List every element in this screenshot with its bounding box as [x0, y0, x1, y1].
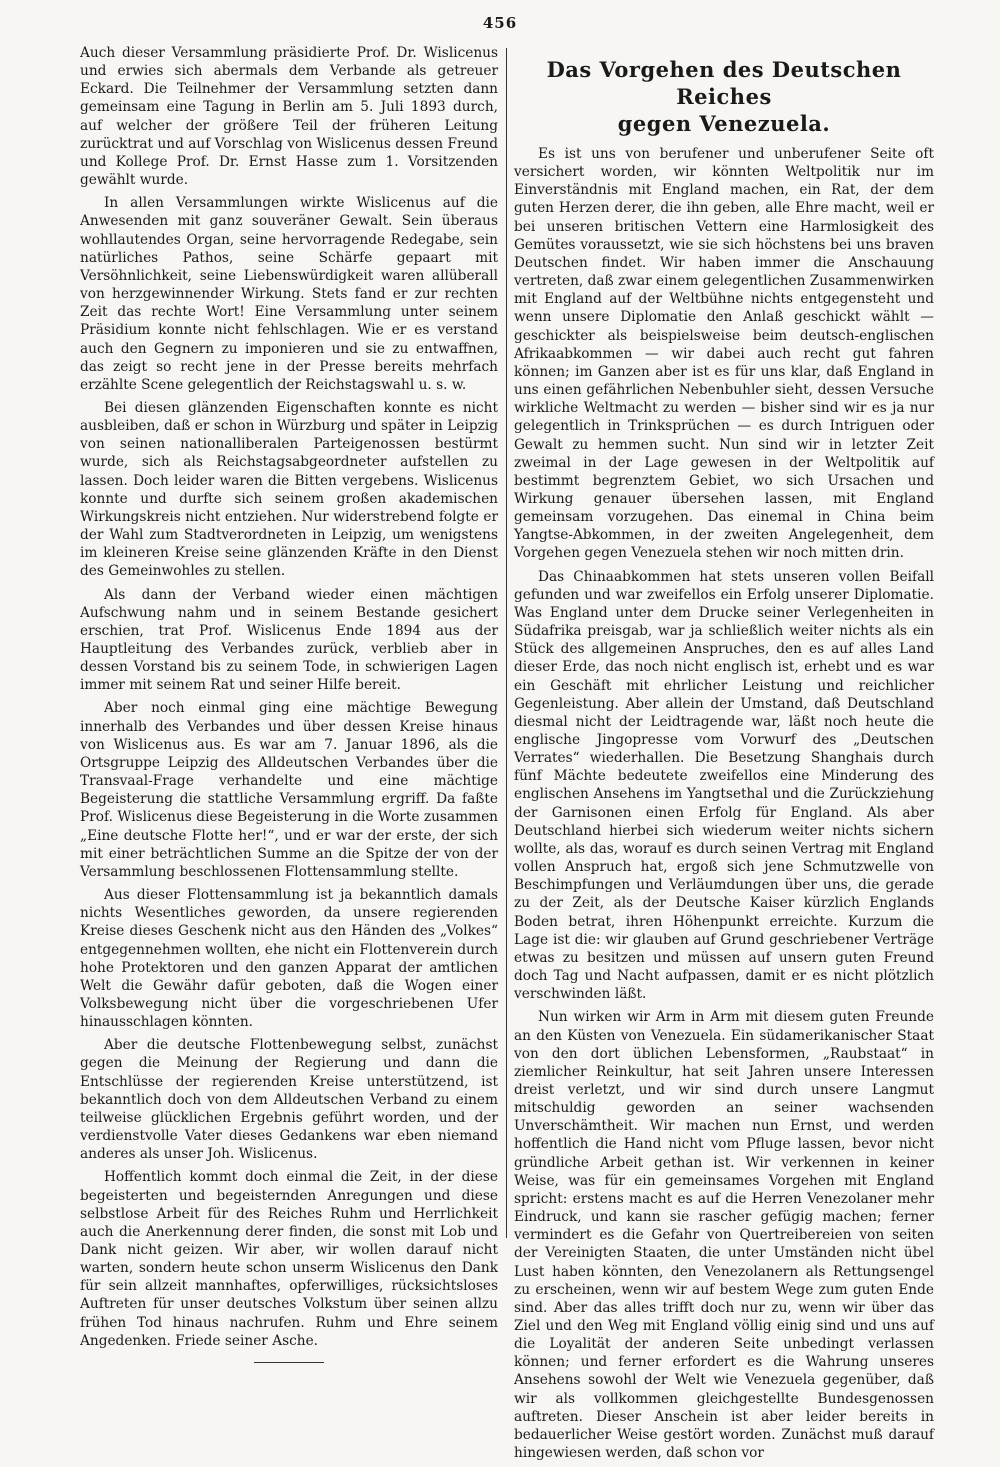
paragraph: Auch dieser Versammlung präsidierte Prof. Dr. Wislicenus und erwies sich abermals dem Verbande als getreuer Eckard. Die Teilnehmer der Versammlung setzten dann gemeinsam eine Tagung in Berlin am 5. Juli 1893 durch, auf welcher der größere Teil der früheren Leitung zurücktrat und auf Vorschlag von Wislicenus dessen Freund und Kollege Prof. Dr. Ernst Hasse zum 1. Vorsitzenden gewählt wurde. [80, 45, 498, 189]
page-number: 456 [482, 14, 518, 32]
column-divider [506, 48, 507, 1238]
left-column [80, 44, 498, 1363]
article-title-line: Das Vorgehen des Deutschen Reiches [546, 57, 902, 109]
article-title-line: gegen Venezuela. [617, 111, 831, 136]
paragraph: In allen Versammlungen wirkte Wislicenus auf die Anwesenden mit ganz souveräner Gewalt. Sein überaus wohllautendes Organ, seine hervorragende Redegabe, sein natürliches Pathos, seine Schärfe gepaart mit Versöhnlichkeit, seine Liebenswürdigkeit waren allüberall von herzgewinnender Wirkung. Stets fand er zur rechten Zeit das rechte Wort! Eine Versammlung unter seinem Präsidium konnte nicht fehlschlagen. Wie er es verstand auch den Gegnern zu imponieren und sie zu entwaffnen, das zeigt so recht jene in der Presse bereits mehrfach erzählte Scene gelegentlich der Reichstagswahl u. s. w. [80, 195, 498, 393]
right-column [514, 44, 934, 1467]
paragraph: Es ist uns von berufener und unberufener Seite oft versichert worden, wir könnten Weltpolitik nur im Einverständnis mit England machen, ein Rat, der dem guten Herzen derer, die ihn geben, alle Ehre macht, weil er bei unseren britischen Vettern eine Harmlosigkeit des Gemütes voraussetzt, wie sie sich höchstens bei uns braven Deutschen findet. Wir haben immer die Anschauung vertreten, daß zwar einem gelegentlichen Zusammenwirken mit England auf der Weltbühne nichts entgegensteht und wenn unsere Diplomatie den Anlaß geschickt wählt — geschickter als beispielsweise beim deutsch-englischen Afrikaabkommen — wir dabei auch recht gut fahren können; im Ganzen aber ist es für uns klar, daß England in uns einen gefährlichen Nebenbuhler sieht, dessen Versuche wirkliche Weltmacht zu werden — bisher sind wir es ja nur gelegentlich in Trinksprüchen — es durch Intriguen oder Gewalt zu hemmen sucht. Nun sind wir in letzter Zeit zweimal in der Lage gewesen in der Weltpolitik auf bestimmt begrenztem Gebiet, wo sich Ursachen und Wirkung genauer übersehen lassen, mit England gemeinsam vorzugehen. Das einemal in China beim Yangtse-Abkommen, in der zweiten Angelegenheit, dem Vorgehen gegen Venezuela stehen wir noch mitten drin. [514, 146, 935, 562]
end-rule [254, 1362, 324, 1363]
paragraph: Nun wirken wir Arm in Arm mit diesem guten Freunde an den Küsten von Venezuela. Ein südamerikanischer Staat von den dort üblichen Lebensformen, „Raubstaat“ in ziemlicher Reinkultur, hat seit Jahren unsere Interessen dreist verletzt, und wir sind durch unsere Langmut mitschuldig geworden an seiner wachsenden Unverschämtheit. Wir machen nun Ernst, und werden hoffentlich die Hand nicht vom Pfluge lassen, bevor nicht gründliche Arbeit gethan ist. Wir verkennen in keiner Weise, was für ein gemeinsames Vorgehen mit England spricht: erstens macht es auf die Herren Venezolaner mehr Eindruck, und kann sie rascher gefügig machen; ferner vermindert es die Gefahr von Quertreibereien von seiten der Vereinigten Staaten, die unter Umständen nicht übel Lust haben könnten, den Venezolanern als Rettungsengel zu erscheinen, wenn wir auf bestem Wege zum guten Ende sind. Aber das alles trifft doch nur zu, wenn wir über das Ziel und den Weg mit England völlig einig sind und uns auf die Loyalität der anderen Seite unbedingt verlassen können; und ferner erfordert es die Wahrung unseres Ansehens sowohl der Welt wie Venezuela gegenüber, daß wir als vollkommen gleichgestellte Bundesgenossen auftreten. Dieser Anschein ist aber leider bereits in bedauerlicher Weise gestört worden. Zunächst muß darauf hingewiesen werden, daß schon vor [514, 1009, 934, 1462]
paragraph: Hoffentlich kommt doch einmal die Zeit, in der diese begeisterten und begeisternden Anregungen und diese selbstlose Arbeit für des Reiches Ruhm und Herrlichkeit auch die Anerkennung derer finden, die sonst mit Lob und Dank nicht geizen. Wir aber, wir wollen darauf nicht warten, sondern heute schon unserm Wislicenus den Dank für sein allzeit mannhaftes, opferwilliges, rücksichtsloses Auftreten für unser deutsches Volkstum über seinen allzu frühen Tod hinaus nachrufen. Ruhm und Ehre seinem Angedenken. Friede seiner Asche. [80, 1169, 498, 1349]
paragraph: Bei diesen glänzenden Eigenschaften konnte es nicht ausbleiben, daß er schon in Würzburg und später in Leipzig von seinen nationalliberalen Parteigenossen bestürmt wurde, sich als Reichstagsabgeordneter aufstellen zu lassen. Doch leider waren die Bitten vergebens. Wislicenus konnte und durfte sich seinem großen akademischen Wirkungskreis nicht entziehen. Nur widerstrebend folgte er der Wahl zum Stadtverordneten in Leipzig, um wenigstens im kleineren Kreise seine glänzenden Kräfte in den Dienst des Gemeinwohles zu stellen. [80, 399, 498, 580]
paragraph: Aber die deutsche Flottenbewegung selbst, zunächst gegen die Meinung der Regierung und dann die Entschlüsse der regierenden Kreise unterstützend, ist bekanntlich doch von dem Alldeutschen Verband zu einem teilweise glücklichen Ergebnis geführt worden, und der verdienstvolle Vater dieses Gedankens war eben niemand anderes als unser Joh. Wislicenus. [80, 1037, 498, 1163]
paragraph: Als dann der Verband wieder einen mächtigen Aufschwung nahm und in seinem Bestande gesichert erschien, trat Prof. Wislicenus Ende 1894 aus der Hauptleitung des Verbandes zurück, verblieb aber in dessen Vorstand bis zu seinem Tode, in schwierigen Lagen immer mit seinem Rat und seiner Hilfe bereit. [80, 586, 498, 694]
article-title [514, 56, 934, 137]
paragraph: Aus dieser Flottensammlung ist ja bekanntlich damals nichts Wesentliches geworden, da unsere regierenden Kreise dieses Geschenk nicht aus den Händen des „Volkes“ entgegennehmen wollten, ehe nicht ein Flottenverein durch hohe Protektoren und den ganzen Apparat der amtlichen Welt die Gewähr dafür geboten, daß die Wogen einer Volksbewegung nicht über die vorgeschriebenen Ufer hinausschlagen könnten. [80, 887, 498, 1031]
paragraph: Das Chinaabkommen hat stets unseren vollen Beifall gefunden und war zweifellos ein Erfolg unserer Diplomatie. Was England unter dem Drucke seiner Verlegenheiten in Südafrika preisgab, war ja schließlich weiter nichts als ein Stück des allgemeinen Anspruches, den es auf alles Land dieser Erde, das noch nicht englisch ist, erhebt und es war ein Geschäft mit ehrlicher Leistung und reichlicher Gegenleistung. Aber allein der Umstand, daß Deutschland diesmal nicht der Leidtragende war, läßt noch heute die englische Jingopresse vom Vorwurf des „Deutschen Verrates“ wiederhallen. Die Besetzung Shanghais durch fünf Mächte bedeutete zweifellos eine Minderung des englischen Ansehens im Yangtsethal und die Zurückziehung der Garnisonen einen Erfolg für England. Als aber Deutschland hierbei sich wiederum weiter nichts sichern wollte, als das, worauf es durch seinen Vertrag mit England vollen Anspruch hat, ergoß sich jene Schmutzwelle von Beschimpfungen und Verläumdungen über uns, die gerade zu der Zeit, als der Deutsche Kaiser kürzlich Englands Boden betrat, ihren Höhenpunkt erreichte. Kurzum die Lage ist die: wir glauben auf Grund geschriebener Verträge etwas zu besitzen und müssen auf unsern guten Freund doch Tag und Nacht aufpassen, damit er es nicht plötzlich verschwinden läßt. [514, 568, 934, 1003]
paragraph: Aber noch einmal ging eine mächtige Bewegung innerhalb des Verbandes und über dessen Kreise hinaus von Wislicenus aus. Es war am 7. Januar 1896, als die Ortsgruppe Leipzig des Alldeutschen Verbandes über die Transvaal-Frage verhandelte und eine mächtige Begeisterung die stattliche Versammlung ergriff. Da faßte Prof. Wislicenus diese Begeisterung in die Worte zusammen „Eine deutsche Flotte her!“, und er war der erste, der sich mit einer beträchtlichen Summe an die Spitze der von der Versammlung beschlossenen Flottensammlung stellte. [80, 700, 498, 880]
